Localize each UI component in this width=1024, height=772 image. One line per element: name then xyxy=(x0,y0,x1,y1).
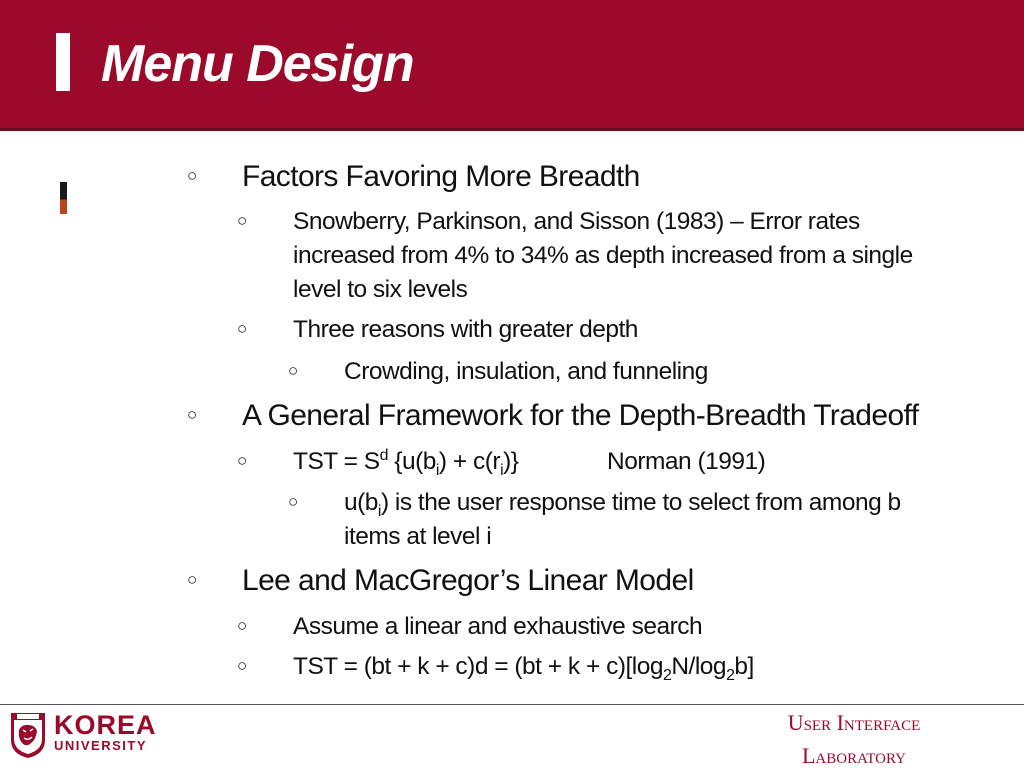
bullet-level1-framework: A General Framework for the Depth-Breadth Tradeoff xyxy=(242,399,919,432)
side-accent-marker xyxy=(60,182,67,214)
formula-subscript: 2 xyxy=(726,667,735,684)
formula-part: TST = S xyxy=(293,448,380,475)
formula-part: N/log xyxy=(671,653,727,680)
bullet-level2-assume: Assume a linear and exhaustive search xyxy=(293,613,703,640)
bullet-icon: ○ xyxy=(288,361,299,380)
logo-subtitle: UNIVERSITY xyxy=(54,738,148,753)
bullet-icon: ○ xyxy=(237,616,248,635)
bullet-icon: ○ xyxy=(237,211,248,230)
snowberry-line-2: increased from 4% to 34% as depth increased from a single xyxy=(293,242,913,269)
bullet-icon: ○ xyxy=(237,451,248,470)
lab-name-line-2: Laboratory xyxy=(801,743,907,768)
title-banner xyxy=(0,0,1024,130)
tiger-seal-icon xyxy=(8,710,48,760)
formula-part: ) is the user response time to select from among b xyxy=(380,489,901,516)
bullet-level1-linear-model: Lee and MacGregor’s Linear Model xyxy=(242,564,694,597)
footer-divider xyxy=(0,704,1024,705)
formula-subscript: i xyxy=(377,503,381,520)
bullet-level2-reasons: Three reasons with greater depth xyxy=(293,316,638,343)
snowberry-line-3: level to six levels xyxy=(293,276,468,303)
bullet-icon: ○ xyxy=(237,656,248,675)
bullet-level3-response-time xyxy=(344,486,901,554)
formula-superscript: d xyxy=(379,447,388,464)
formula-subscript: 2 xyxy=(663,667,672,684)
slide-title: Menu Design xyxy=(101,35,414,93)
university-logo xyxy=(54,712,157,753)
tst-depth-formula xyxy=(293,445,518,479)
formula-part: {u(b xyxy=(387,448,436,475)
formula-subscript: i xyxy=(500,462,504,479)
norman-citation: Norman (1991) xyxy=(607,448,766,475)
title-accent-bar xyxy=(56,33,70,91)
bullet-level2-snowberry xyxy=(293,205,913,307)
formula-part: u(b xyxy=(344,489,378,516)
formula-part: TST = (bt + k + c)d = (bt + k + c)[log xyxy=(293,653,663,680)
response-time-line-2: items at level i xyxy=(344,523,492,550)
formula-part: ) + c(r xyxy=(438,448,501,475)
bullet-icon: ○ xyxy=(288,492,299,511)
formula-part: b] xyxy=(734,653,754,680)
bullet-icon: ○ xyxy=(237,319,248,338)
bullet-level1-breadth: Factors Favoring More Breadth xyxy=(242,160,640,193)
lab-name xyxy=(744,706,964,772)
bullet-icon: ○ xyxy=(187,405,198,424)
bullet-level3-crowding: Crowding, insulation, and funneling xyxy=(344,358,708,385)
snowberry-line-1: Snowberry, Parkinson, and Sisson (1983) – Error rates xyxy=(293,208,860,235)
logo-name: KOREA xyxy=(54,710,157,740)
formula-part: )} xyxy=(503,448,519,475)
response-time-line-1 xyxy=(344,486,901,520)
formula-subscript: i xyxy=(435,462,439,479)
title-banner-shadow xyxy=(0,128,1024,131)
tst-linear-formula xyxy=(293,650,754,684)
bullet-icon: ○ xyxy=(187,570,198,589)
bullet-icon: ○ xyxy=(187,166,198,185)
lab-name-line-1: User Interface xyxy=(787,710,921,735)
